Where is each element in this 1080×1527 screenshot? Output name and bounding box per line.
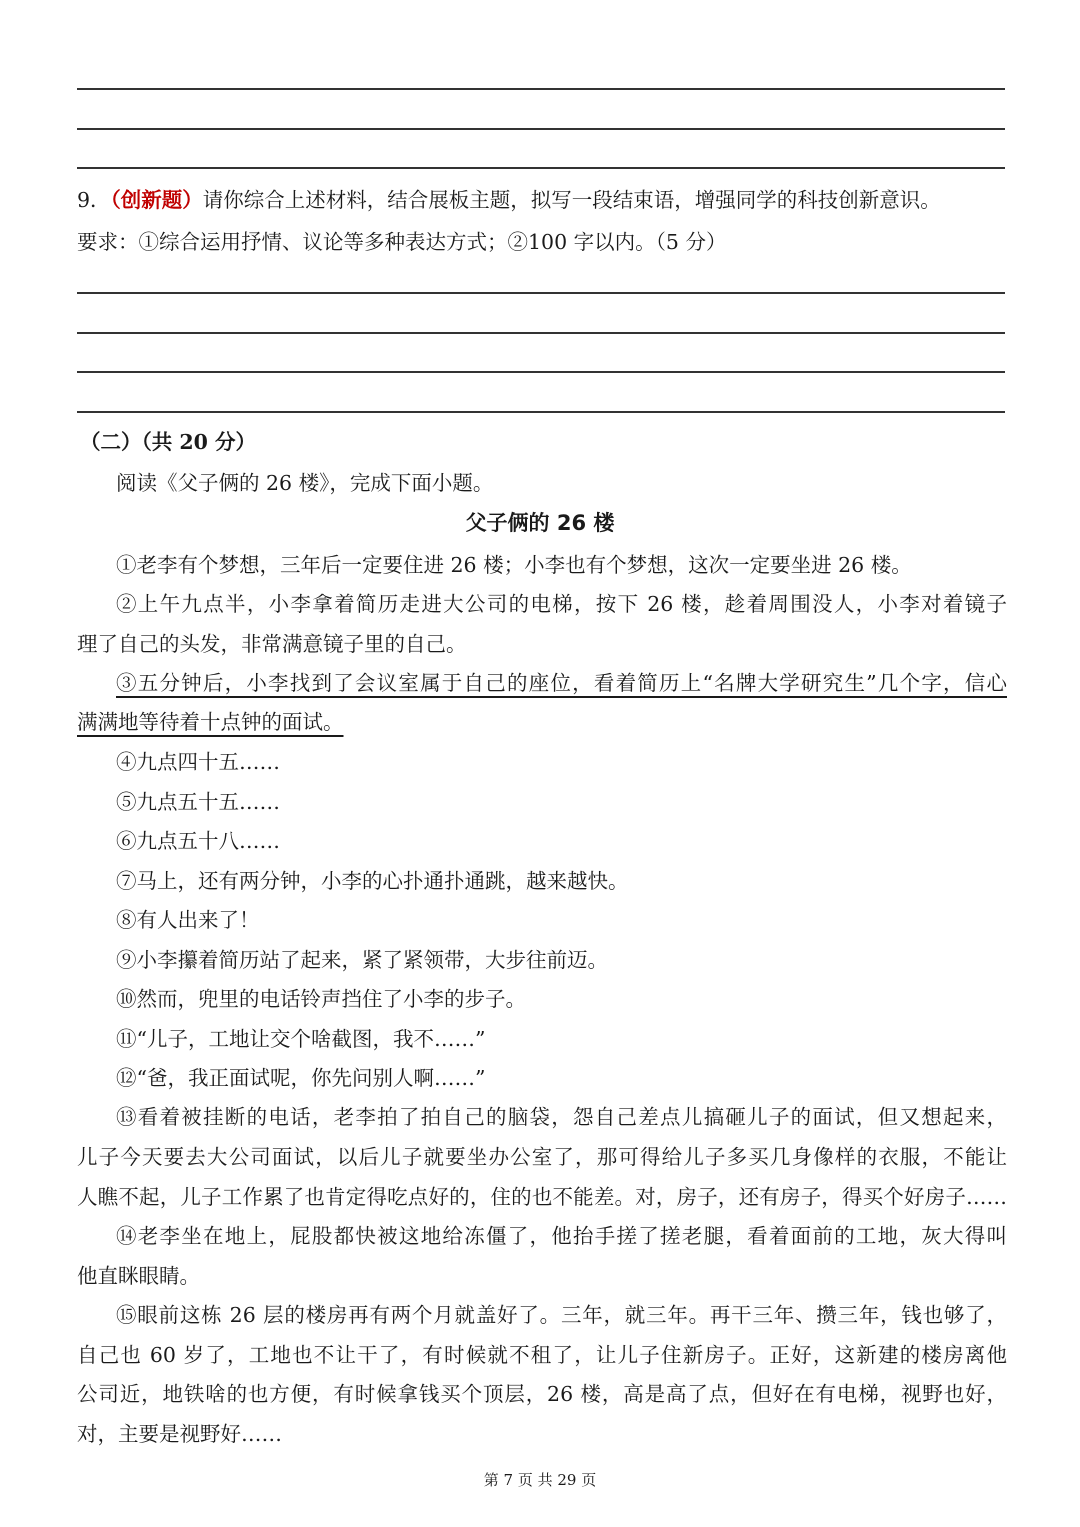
paragraph-13-line-3: 人瞧不起，儿子工作累了也肯定得吃点好的，住的也不能差。对，房子，还有房子，得买个好房子…… xyxy=(77,1185,1007,1209)
paragraph-13-line-1: ⑬看着被挂断的电话，老李拍了拍自己的脑袋，怨自己差点儿搞砸儿子的面试，但又想起来， xyxy=(116,1105,1007,1129)
answer-line xyxy=(77,292,1005,294)
question-9-requirement: 要求：①综合运用抒情、议论等多种表达方式；②100 字以内。（5 分） xyxy=(77,230,727,254)
paragraph-12: ⑫“爸，我正面试呢，你先问别人啊……” xyxy=(116,1066,486,1090)
page-footer: 第 7 页 共 29 页 xyxy=(483,1471,597,1489)
paragraph-10: ⑩然而，兜里的电话铃声挡住了小李的步子。 xyxy=(116,987,526,1011)
paragraph-15-line-4: 对，主要是视野好…… xyxy=(77,1422,282,1446)
paragraph-15-line-1: ⑮眼前这栋 26 层的楼房再有两个月就盖好了。三年，就三年。再干三年、攒三年，钱也够了， xyxy=(116,1303,1007,1327)
paragraph-14-line-1: ⑭老李坐在地上，屁股都快被这地给冻僵了，他抬手搓了搓老腿，看着面前的工地，灰大得叫 xyxy=(116,1224,1007,1248)
paragraph-11: ⑪“儿子，工地让交个啥截图，我不……” xyxy=(116,1027,486,1051)
paragraph-4: ④九点四十五…… xyxy=(116,750,280,774)
answer-line xyxy=(77,332,1005,334)
paragraph-1: ①老李有个梦想，三年后一定要住进 26 楼；小李也有个梦想，这次一定要坐进 26 楼。 xyxy=(116,553,912,577)
question-number: 9． xyxy=(77,188,111,212)
paragraph-7: ⑦马上，还有两分钟，小李的心扑通扑通跳，越来越快。 xyxy=(116,869,629,893)
answer-line xyxy=(77,411,1005,413)
answer-line xyxy=(77,167,1005,169)
paragraph-5: ⑤九点五十五…… xyxy=(116,790,280,814)
question-9 xyxy=(77,186,1007,214)
section-header: （二）（共 20 分） xyxy=(80,430,257,454)
paragraph-3-line-2 xyxy=(77,708,1007,736)
paragraph-14-line-2: 他直眯眼睛。 xyxy=(77,1264,200,1288)
answer-line xyxy=(77,128,1005,130)
answer-line xyxy=(77,371,1005,373)
paragraph-15-line-3: 公司近，地铁啥的也方便，有时候拿钱买个顶层，26 楼，高是高了点，但好在有电梯，视野也好， xyxy=(77,1382,1007,1406)
reading-instruction: 阅读《父子俩的 26 楼》，完成下面小题。 xyxy=(116,471,494,495)
answer-line xyxy=(77,88,1005,90)
question-text: 请你综合上述材料，结合展板主题，拟写一段结束语，增强同学的科技创新意识。 xyxy=(202,188,941,212)
paragraph-3-underlined: 满满地等待着十点钟的面试。 xyxy=(77,710,344,734)
paragraph-9: ⑨小李攥着简历站了起来，紧了紧领带，大步往前迈。 xyxy=(116,948,608,972)
question-tag: （创新题） xyxy=(110,188,203,212)
paragraph-2-line-2: 理了自己的头发，非常满意镜子里的自己。 xyxy=(77,632,467,656)
paragraph-15-line-2: 自己也 60 岁了，工地也不让干了，有时候就不租了，让儿子住新房子。正好，这新建的楼房离他 xyxy=(77,1343,1007,1367)
paragraph-8: ⑧有人出来了！ xyxy=(116,908,260,932)
paragraph-6: ⑥九点五十八…… xyxy=(116,829,280,853)
paragraph-2-line-1: ②上午九点半，小李拿着简历走进大公司的电梯，按下 26 楼，趁着周围没人，小李对着镜子 xyxy=(116,592,1007,616)
paragraph-3-line-1: ③五分钟后，小李找到了会议室属于自己的座位，看着简历上“名牌大学研究生”几个字，信心 xyxy=(116,671,1007,695)
paragraph-13-line-2: 儿子今天要去大公司面试，以后儿子就要坐办公室了，那可得给儿子多买几身像样的衣服，不能让 xyxy=(77,1145,1007,1169)
passage-title: 父子俩的 26 楼 xyxy=(465,511,615,535)
